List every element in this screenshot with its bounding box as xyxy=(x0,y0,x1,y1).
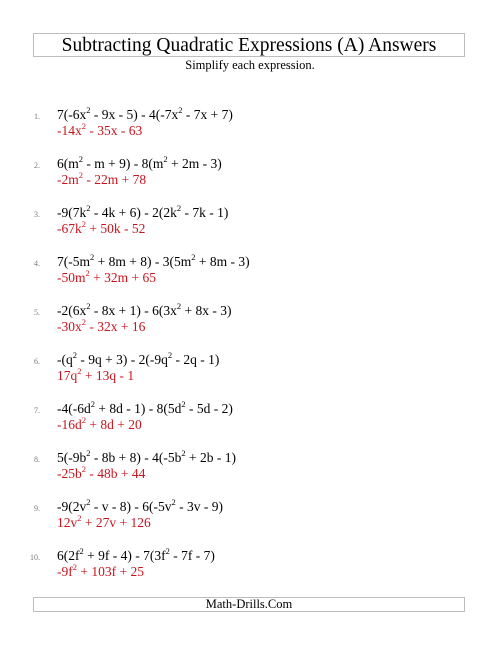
problem-number: 3. xyxy=(34,210,40,219)
problem-answer: $-16d^2 + 8d + 20$ xyxy=(57,414,142,432)
problem-expression: $-2(6x^2 - 8x + 1) - 6(3x^2 + 8x - 3)$ xyxy=(57,300,232,318)
problem-number: 9. xyxy=(34,504,40,513)
problem-number: 7. xyxy=(34,406,40,415)
footer-text: Math-Drills.Com xyxy=(205,597,293,611)
problem-answer: $17q^2 + 13q - 1$ xyxy=(57,365,135,383)
problem-number: 5. xyxy=(34,308,40,317)
problem-answer: $-67k^2 + 50k - 52$ xyxy=(57,218,146,236)
problem-answer: $-2m^2 - 22m + 78$ xyxy=(57,169,147,187)
problem-answer: $-25b^2 - 48b + 44$ xyxy=(57,463,146,481)
problem-item xyxy=(34,449,454,493)
problem-answer: $-50m^2 + 32m + 65$ xyxy=(57,267,156,285)
problem-expression: $6(2f^2 + 9f - 4) - 7(3f^2 - 7f - 7)$ xyxy=(57,545,215,563)
problem-number: 4. xyxy=(34,259,40,268)
footer-box xyxy=(33,597,465,612)
problem-expression: $-(q^2 - 9q + 3) - 2(-9q^2 - 2q - 1)$ xyxy=(57,349,220,367)
problem-number: 6. xyxy=(34,357,40,366)
problem-number: 1. xyxy=(34,112,40,121)
problem-item xyxy=(34,498,454,542)
problem-item xyxy=(34,106,454,150)
problem-number: 10. xyxy=(30,553,40,562)
page-title: Subtracting Quadratic Expressions (A) Answers xyxy=(61,35,437,56)
problem-answer: $-9f^2 + 103f + 25$ xyxy=(57,561,144,579)
problem-number: 2. xyxy=(34,161,40,170)
problem-answer: $12v^2 + 27v + 126$ xyxy=(57,512,151,530)
problem-expression: $7(-5m^2 + 8m + 8) - 3(5m^2 + 8m - 3)$ xyxy=(57,251,250,269)
problem-item xyxy=(34,204,454,248)
problem-expression: $-9(7k^2 - 4k + 6) - 2(2k^2 - 7k - 1)$ xyxy=(57,202,229,220)
problem-item xyxy=(30,545,454,591)
problem-expression: $-9(2v^2$ - v - $8) - 6(-5v^2 - 3v - 9)$ xyxy=(57,496,223,514)
problem-expression: $5(-9b^2 - 8b + 8) - 4(-5b^2 + 2b - 1)$ xyxy=(57,447,236,465)
problem-expression: $-4(-6d^2 + 8d - 1) - 8(5d^2 - 5d - 2)$ xyxy=(57,398,233,416)
problem-answer: $-14x^2 - 35x - 63$ xyxy=(57,120,143,138)
problem-item xyxy=(34,155,454,199)
problem-item xyxy=(34,400,454,444)
problem-answer: $-30x^2 - 32x + 16$ xyxy=(57,316,146,334)
title-box xyxy=(33,33,465,57)
problem-item xyxy=(34,253,454,297)
instructions: Simplify each expression. xyxy=(185,58,315,72)
problem-expression: $7(-6x^2 - 9x - 5) - 4(-7x^2 - 7x + 7)$ xyxy=(57,104,233,122)
problem-number: 8. xyxy=(34,455,40,464)
problem-item xyxy=(34,351,454,395)
problem-expression: $6(m^2 - m + 9) - 8(m^2 + 2m - 3)$ xyxy=(57,153,222,171)
problem-item xyxy=(34,302,454,346)
